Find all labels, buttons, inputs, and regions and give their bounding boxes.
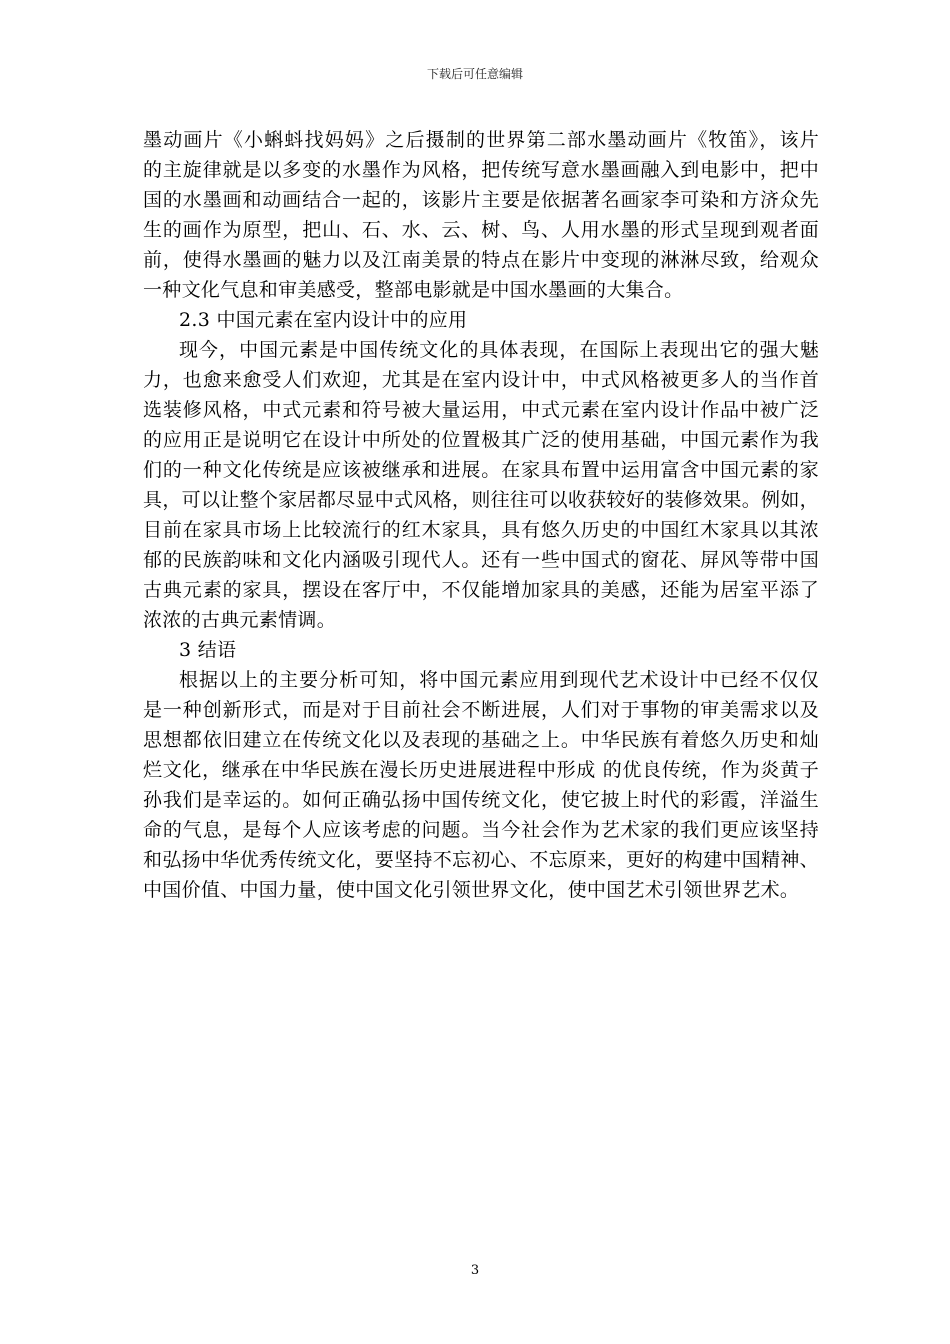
text-line: 目前在家具市场上比较流行的红木家具，具有悠久历史的中国红木家具以其浓 [143,519,819,541]
page-number: 3 [470,1263,480,1278]
text-line: 生的画作为原型，把山、石、水、云、树、鸟、人用水墨的形式呈现到观者面 [143,219,819,241]
page-header: 下载后可任意编辑 [426,67,523,81]
text-line: 现今，中国元素是中国传统文化的具体表现，在国际上表现出它的强大魅 [179,339,819,361]
text-line: 力，也愈来愈受人们欢迎，尤其是在室内设计中，中式风格被更多人的当作首 [143,369,819,391]
text-line: 国的水墨画和动画结合一起的，该影片主要是依据著名画家李可染和方济众先 [143,189,819,211]
text-line: 根据以上的主要分析可知，将中国元素应用到现代艺术设计中已经不仅仅 [179,669,819,691]
text-line: 具，可以让整个家居都尽显中式风格，则往往可以收获较好的装修效果。例如， [143,489,819,511]
paragraph-continuation [143,125,819,305]
text-line: 前，使得水墨画的魅力以及江南美景的特点在影片中变现的淋淋尽致，给观众 [143,249,819,271]
text-line: 思想都依旧建立在传统文化以及表现的基础之上。中华民族有着悠久历史和灿 [143,729,819,751]
text-line: 郁的民族韵味和文化内涵吸引现代人。还有一些中国式的窗花、屏风等带中国 [143,549,819,571]
text-line: 墨动画片《小蝌蚪找妈妈》之后摄制的世界第二部水墨动画片《牧笛》，该片 [143,129,819,151]
text-line: 浓浓的古典元素情调。 [143,609,337,631]
text-line: 命的气息，是每个人应该考虑的问题。当今社会作为艺术家的我们更应该坚持 [143,819,819,841]
text-line: 烂文化，继承在中华民族在漫长历史进展进程中形成 的优良传统，作为炎黄子 [143,759,819,781]
paragraph-interior-design [143,335,819,635]
text-line: 选装修风格，中式元素和符号被大量运用，中式元素在室内设计作品中被广泛 [143,399,819,421]
text-line: 一种文化气息和审美感受，整部电影就是中国水墨画的大集合。 [143,279,684,301]
text-line: 的主旋律就是以多变的水墨作为风格，把传统写意水墨画融入到电影中，把中 [143,159,819,181]
text-line: 和弘扬中华优秀传统文化，要坚持不忘初心、不忘原来，更好的构建中国精神、 [143,849,819,871]
text-line: 中国价值、中国力量，使中国文化引领世界文化，使中国艺术引领世界艺术。 [143,879,800,901]
text-line: 们的一种文化传统是应该被继承和进展。在家具布置中运用富含中国元素的家 [143,459,819,481]
text-line: 是一种创新形式，而是对于目前社会不断进展，人们对于事物的审美需求以及 [143,699,819,721]
section-heading-3: 3 结语 [179,639,237,661]
text-line: 古典元素的家具，摆设在客厅中，不仅能增加家具的美感，还能为居室平添了 [143,579,819,601]
paragraph-conclusion [143,665,819,905]
text-line: 的应用正是说明它在设计中所处的位置极其广泛的使用基础，中国元素作为我 [143,429,819,451]
document-body [143,125,819,905]
section-heading-2-3: 2.3 中国元素在室内设计中的应用 [179,309,468,331]
text-line: 孙我们是幸运的。如何正确弘扬中国传统文化，使它披上时代的彩霞，洋溢生 [143,789,819,811]
